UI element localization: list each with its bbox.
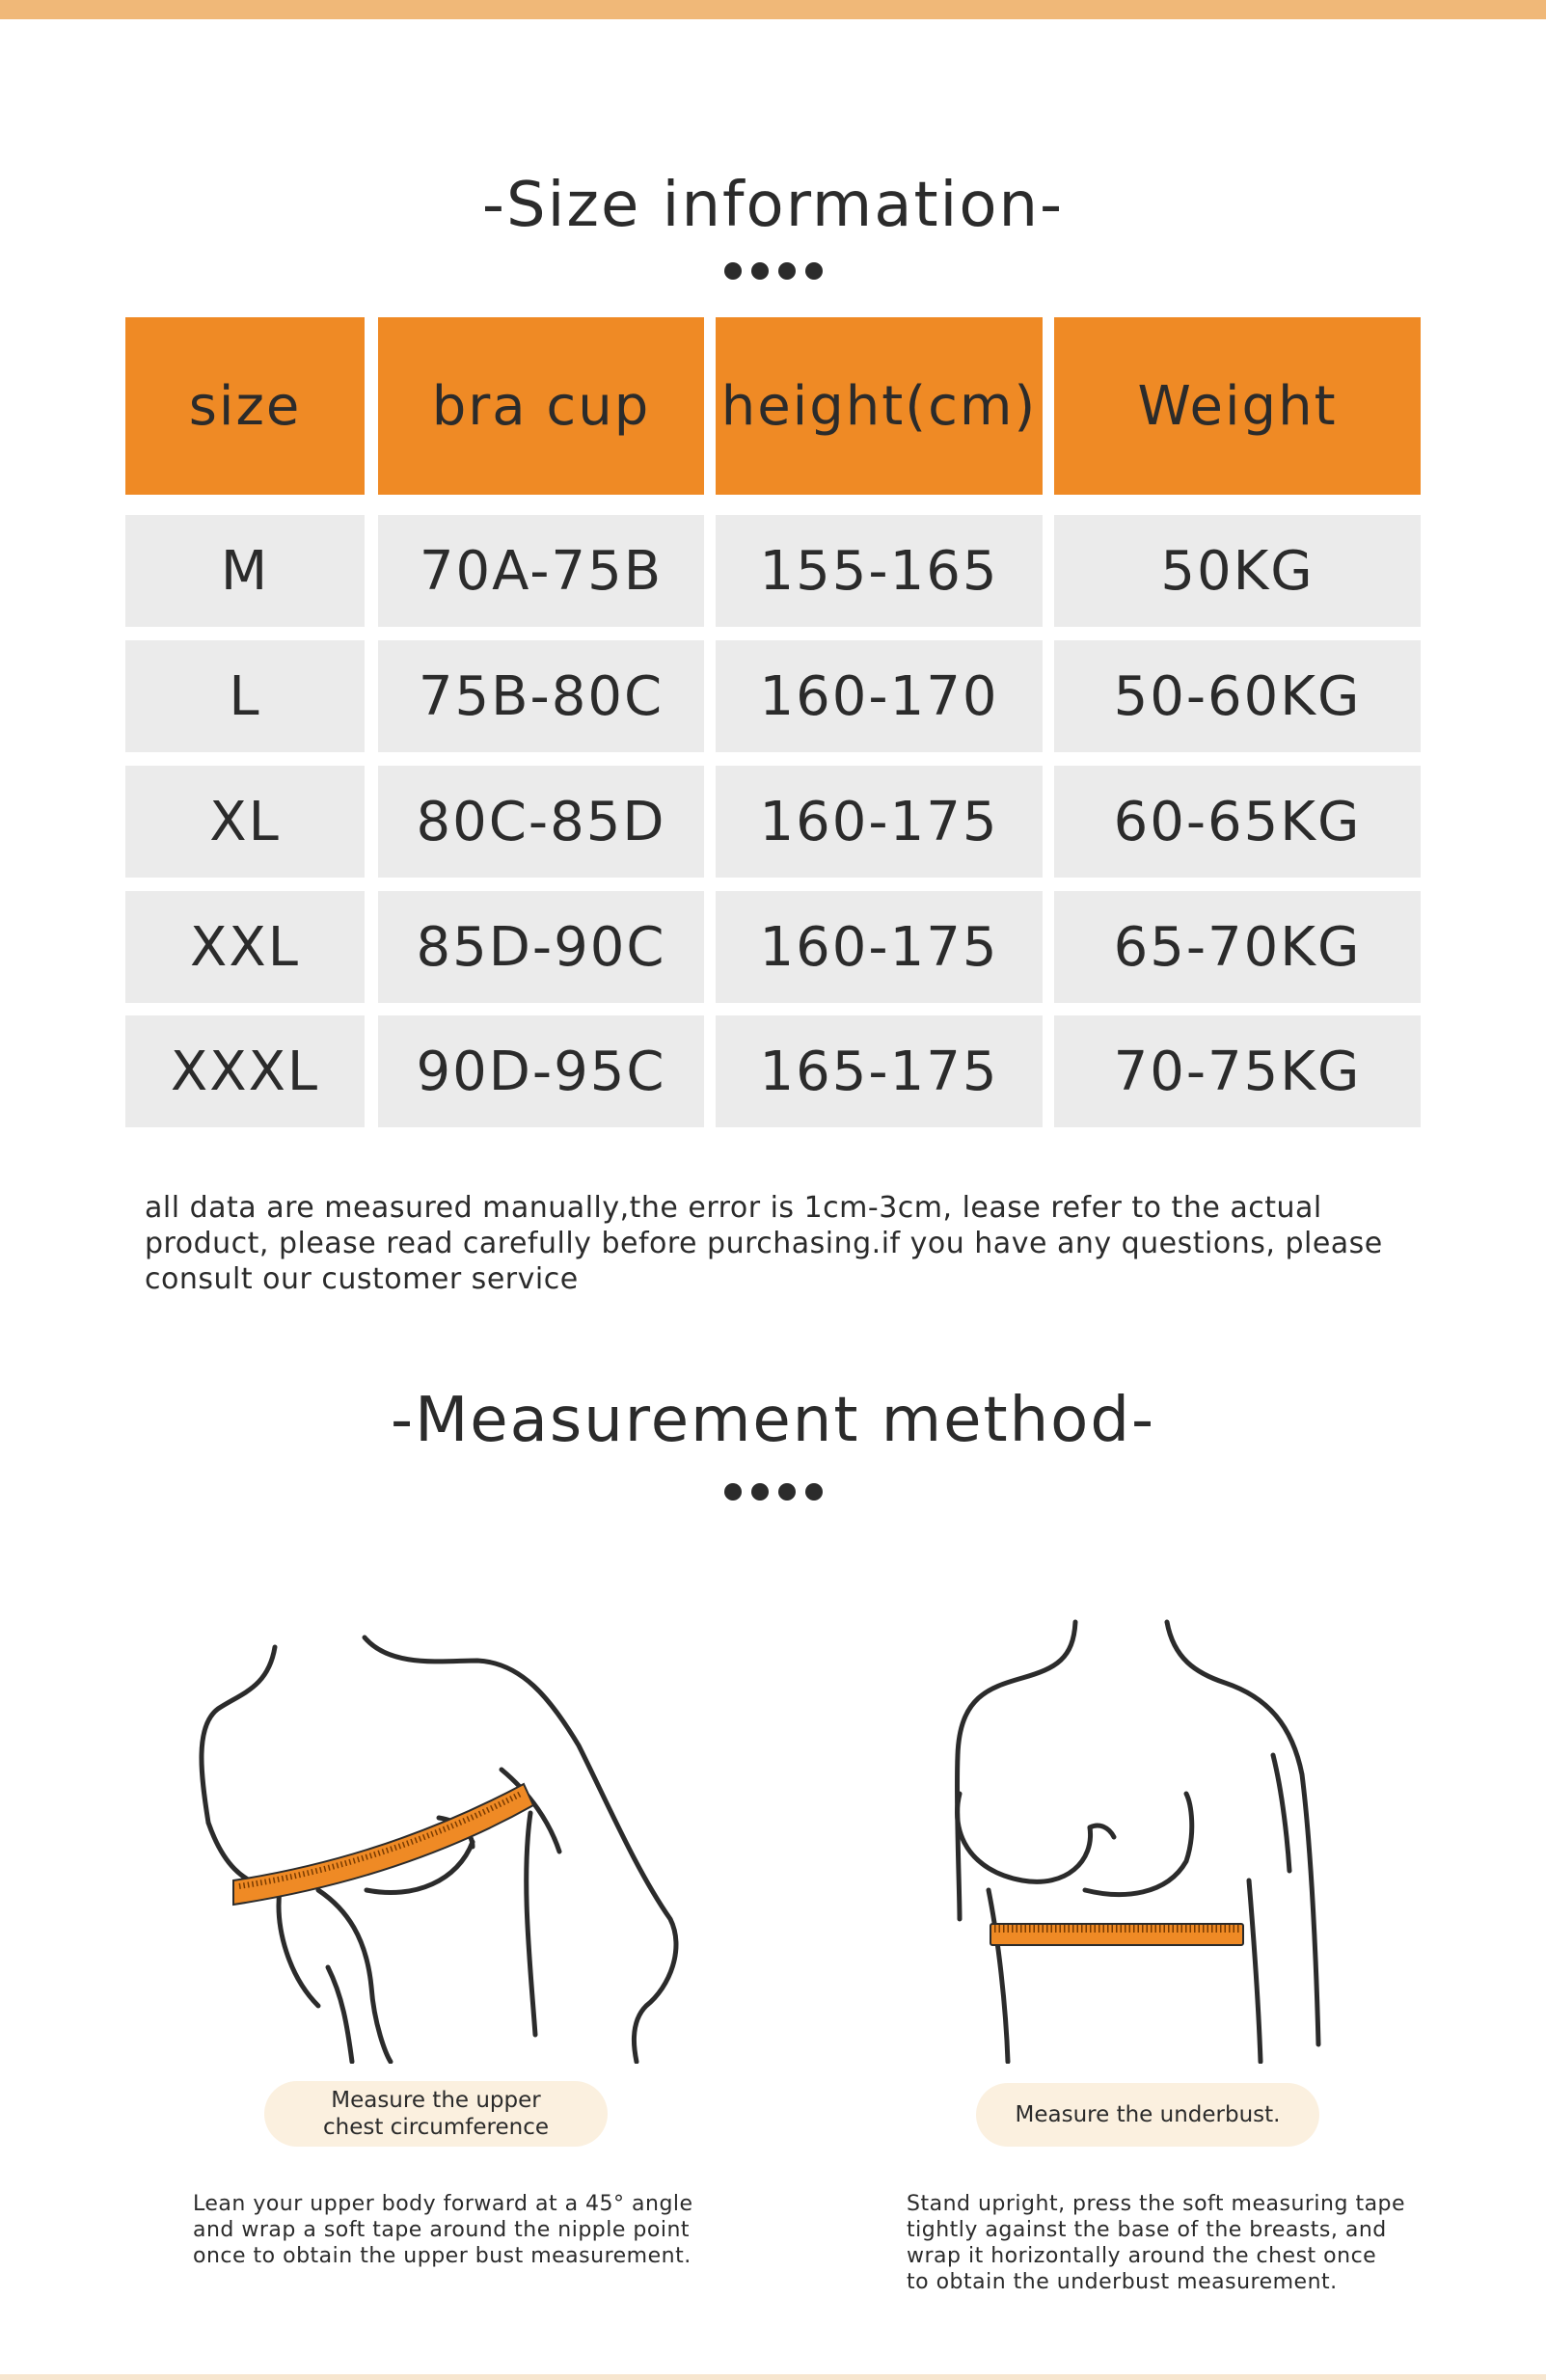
underbust-label-text: Measure the underbust. — [1015, 2102, 1281, 2127]
header-height: height(cm) — [716, 317, 1043, 495]
upper-chest-label-line2: chest circumference — [322, 2115, 550, 2140]
table-cell-size: L — [125, 640, 365, 752]
dot — [751, 1483, 769, 1501]
dot — [805, 1483, 823, 1501]
table-cell-weight: 70-75KG — [1054, 1015, 1421, 1127]
table-cell-size: M — [125, 515, 365, 627]
table-cell-size: XL — [125, 766, 365, 878]
upper-chest-figure-illustration — [183, 1601, 723, 2064]
underbust-description: Stand upright, press the soft measuring tape tightly against the base of the breasts, and wrap it horizontally around the chest once to obtain the underbust measurement. — [907, 2192, 1406, 2294]
dot — [778, 1483, 796, 1501]
table-cell-size: XXL — [125, 891, 365, 1003]
table-cell-height: 160-170 — [716, 640, 1043, 752]
underbust-label — [976, 2083, 1319, 2147]
bottom-accent-bar — [0, 2374, 1546, 2380]
table-cell-bra-cup: 75B-80C — [378, 640, 704, 752]
table-cell-height: 160-175 — [716, 891, 1043, 1003]
table-cell-weight: 50-60KG — [1054, 640, 1421, 752]
upper-chest-description: Lean your upper body forward at a 45° angle and wrap a soft tape around the nipple point once to obtain the upper bust measurement. — [193, 2192, 693, 2268]
header-size: size — [125, 317, 365, 495]
upper-chest-label — [264, 2081, 608, 2147]
measurement-method-title: -Measurement method- — [390, 1385, 1156, 1456]
table-cell-weight: 50KG — [1054, 515, 1421, 627]
measurement-note: all data are measured manually,the error is 1cm-3cm, lease refer to the actual product, please read carefully before purchasing.if you have any questions, please consult our customer service — [145, 1191, 1383, 1296]
table-cell-bra-cup: 90D-95C — [378, 1015, 704, 1127]
table-cell-size: XXXL — [125, 1015, 365, 1127]
size-table — [0, 0, 1546, 1157]
table-cell-height: 155-165 — [716, 515, 1043, 627]
header-bra-cup: bra cup — [378, 317, 704, 495]
upper-chest-label-line1: Measure the upper — [331, 2088, 541, 2113]
dot — [724, 1483, 742, 1501]
table-cell-height: 160-175 — [716, 766, 1043, 878]
table-cell-bra-cup: 85D-90C — [378, 891, 704, 1003]
size-info-title: -Size information- — [481, 170, 1065, 241]
table-cell-bra-cup: 70A-75B — [378, 515, 704, 627]
table-cell-weight: 65-70KG — [1054, 891, 1421, 1003]
table-cell-height: 165-175 — [716, 1015, 1043, 1127]
title-dots — [0, 1483, 1546, 1501]
table-cell-weight: 60-65KG — [1054, 766, 1421, 878]
table-cell-bra-cup: 80C-85D — [378, 766, 704, 878]
underbust-figure-illustration — [931, 1601, 1374, 2064]
header-weight: Weight — [1054, 317, 1421, 495]
